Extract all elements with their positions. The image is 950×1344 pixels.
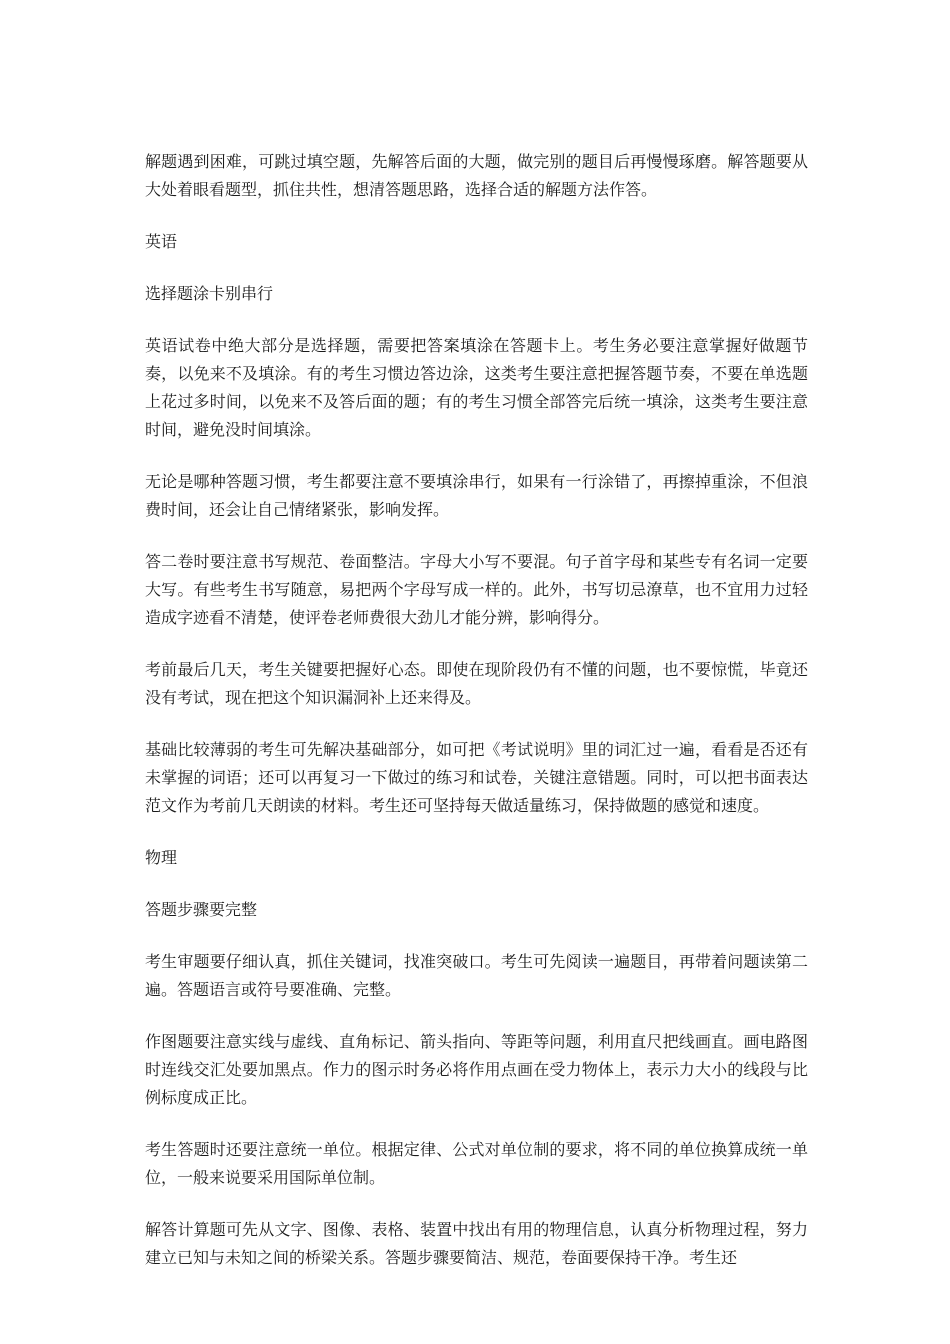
paragraph-english-mindset: 考前最后几天，考生关键要把握好心态。即使在现阶段仍有不懂的问题，也不要惊慌，毕竟还没有考试，现在把这个知识漏洞补上还来得及。 [145, 660, 808, 707]
paragraph-english-misalign: 无论是哪种答题习惯，考生都要注意不要填涂串行，如果有一行涂错了，再擦掉重涂，不但浪费时间，还会让自己情绪紧张，影响发挥。 [145, 472, 808, 519]
section-heading-physics: 物理 [145, 848, 178, 867]
paragraph-math-strategy: 解题遇到困难，可跳过填空题，先解答后面的大题，做完别的题目后再慢慢琢磨。解答题要从大处着眼看题型，抓住共性，想清答题思路，选择合适的解题方法作答。 [145, 152, 808, 199]
paragraph-english-basics: 基础比较薄弱的考生可先解决基础部分，如可把《考试说明》里的词汇过一遍，看看是否还有未掌握的词语；还可以再复习一下做过的练习和试卷，关键注意错题。同时，可以把书面表达范文作为考前几天朗读的材料。考生还可坚持每天做适量练习，保持做题的感觉和速度。 [145, 740, 808, 815]
paragraph-english-choice: 英语试卷中绝大部分是选择题，需要把答案填涂在答题卡上。考生务必要注意掌握好做题节奏，以免来不及填涂。有的考生习惯边答边涂，这类考生要注意把握答题节奏，不要在单选题上花过多时间，以免来不及答后面的题；有的考生习惯全部答完后统一填涂，这类考生要注意时间，避免没时间填涂。 [145, 336, 808, 439]
subheading-complete-steps: 答题步骤要完整 [145, 900, 258, 919]
paragraph-physics-units: 考生答题时还要注意统一单位。根据定律、公式对单位制的要求，将不同的单位换算成统一单位，一般来说要采用国际单位制。 [145, 1140, 808, 1187]
paragraph-physics-calculation: 解答计算题可先从文字、图像、表格、装置中找出有用的物理信息，认真分析物理过程，努力建立已知与未知之间的桥梁关系。答题步骤要简洁、规范，卷面要保持干净。考生还 [145, 1220, 808, 1267]
paragraph-physics-drawing: 作图题要注意实线与虚线、直角标记、箭头指向、等距等问题，利用直尺把线画直。画电路图时连线交汇处要加黑点。作力的图示时务必将作用点画在受力物体上，表示力大小的线段与比例标度成正比。 [145, 1032, 808, 1107]
paragraph-english-writing: 答二卷时要注意书写规范、卷面整洁。字母大小写不要混。句子首字母和某些专有名词一定要大写。有些考生书写随意，易把两个字母写成一样的。此外，书写切忌潦草，也不宜用力过轻造成字迹看不清楚，使评卷老师费很大劲儿才能分辨，影响得分。 [145, 552, 808, 627]
subheading-answer-sheet: 选择题涂卡别串行 [145, 284, 274, 303]
paragraph-physics-reading: 考生审题要仔细认真，抓住关键词，找准突破口。考生可先阅读一遍题目，再带着问题读第二遍。答题语言或符号要准确、完整。 [145, 952, 808, 999]
document-page [145, 148, 808, 1272]
section-heading-english: 英语 [145, 232, 178, 251]
